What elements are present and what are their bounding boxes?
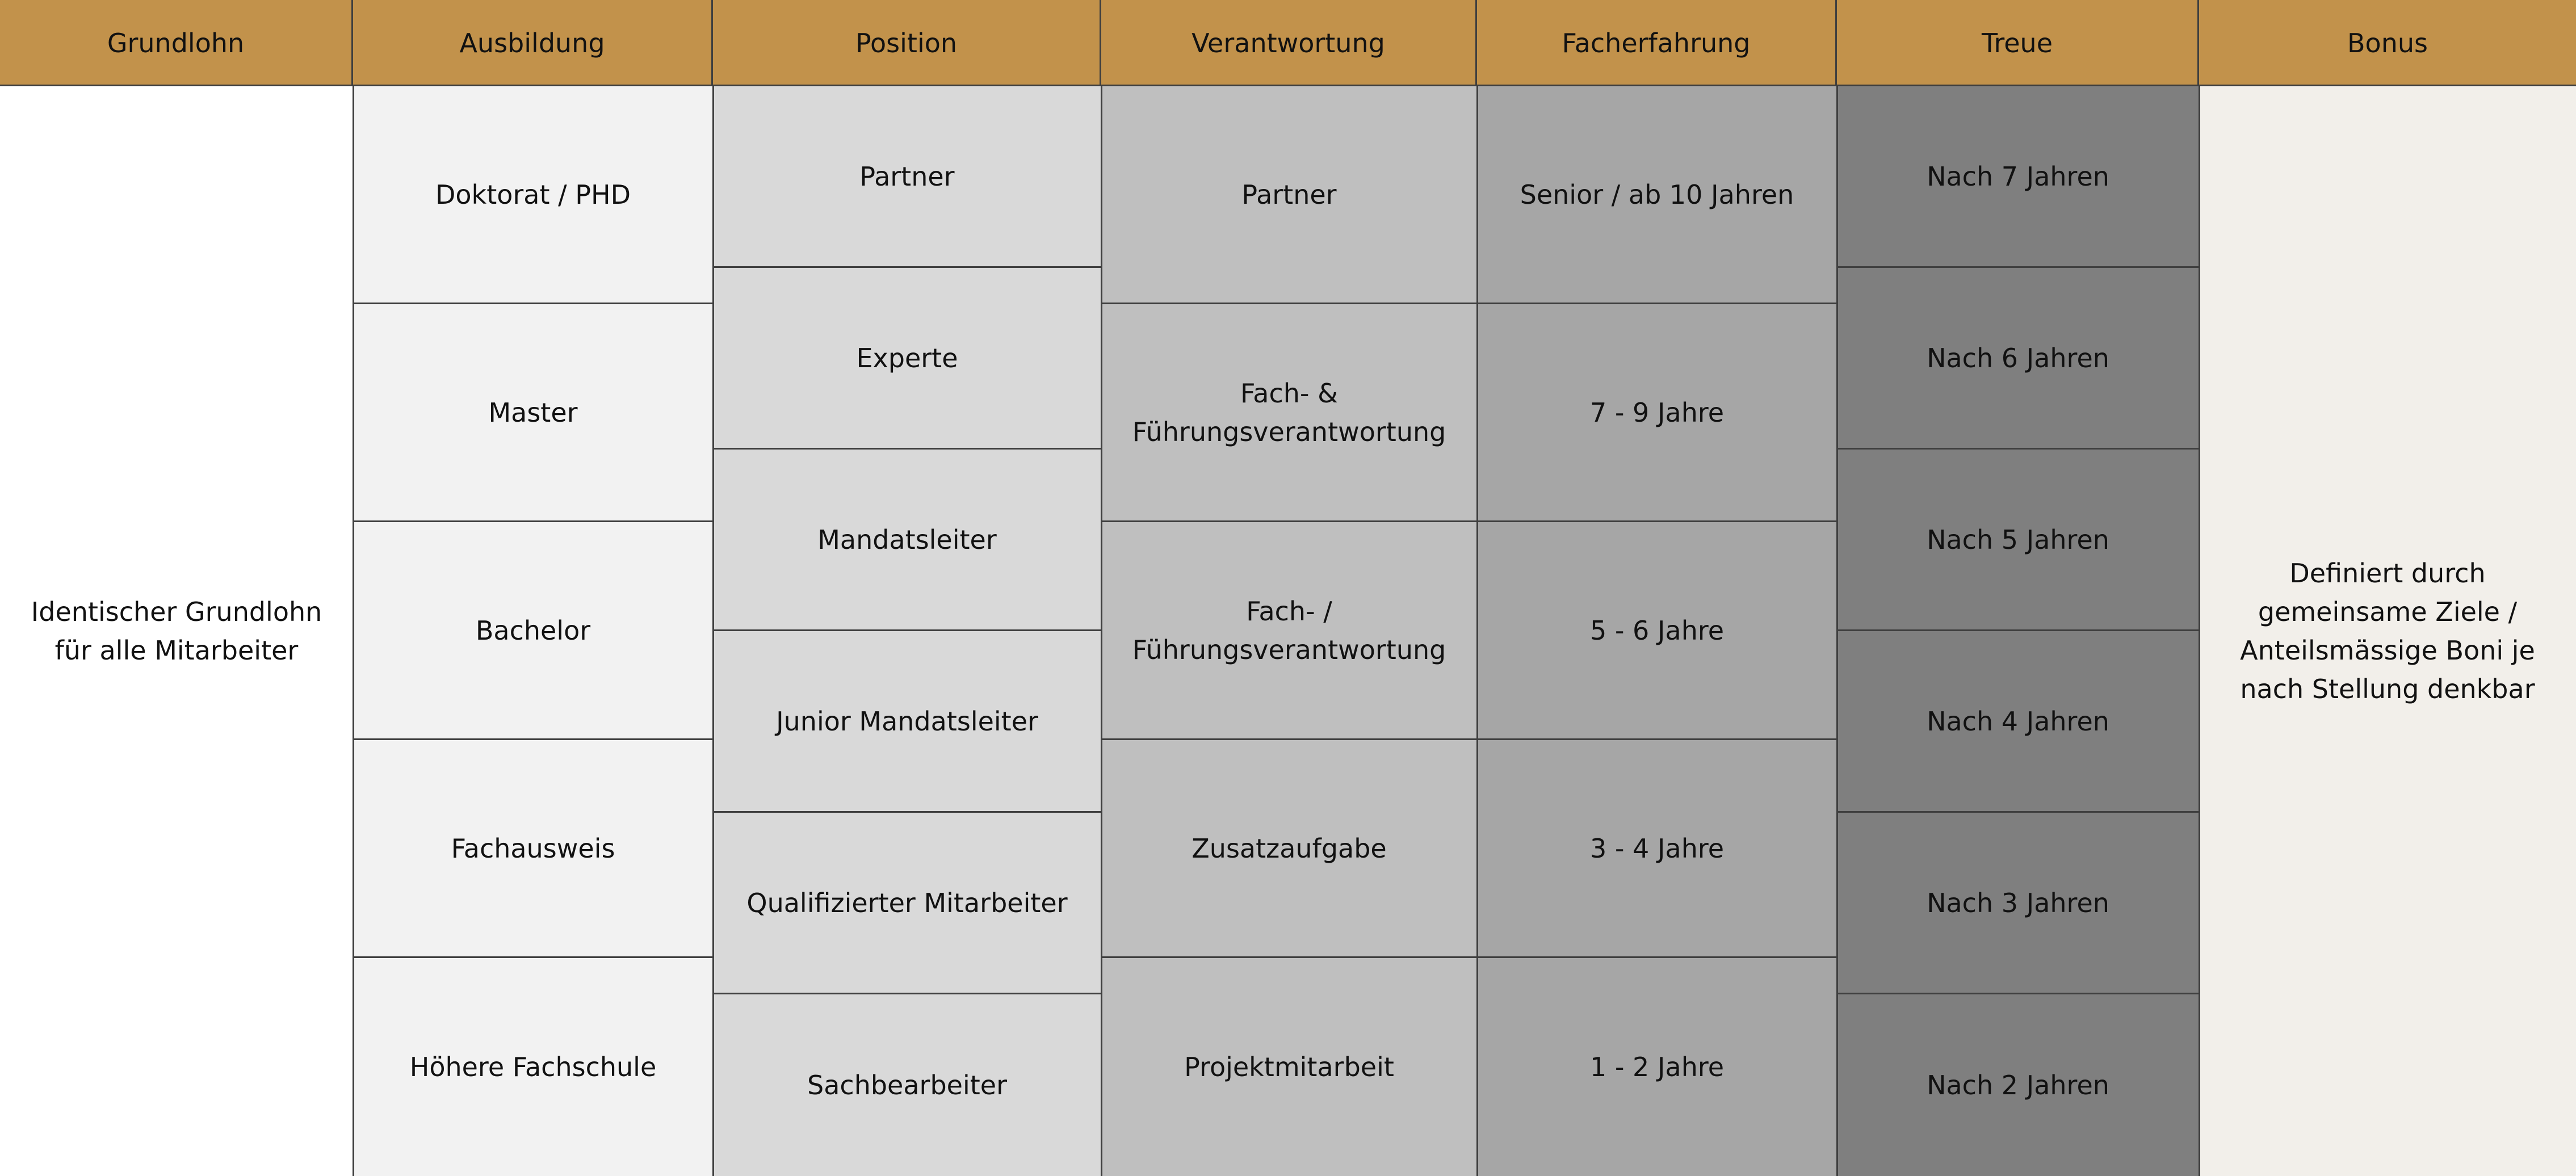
verantwortung-cell: Fach- & Führungsverantwortung: [1101, 304, 1477, 522]
grundlohn-text: Identischer Grundlohn für alle Mitarbeiter: [31, 597, 322, 666]
treue-cell: Nach 3 Jahren: [1837, 813, 2199, 994]
bonus-text: Definiert durch gemeinsame Ziele / Anteilsmässige Boni je nach Stellung denkbar: [2240, 558, 2535, 704]
facherfahrung-cell: 7 - 9 Jahre: [1477, 304, 1837, 522]
ausbildung-cell: Doktorat / PHD: [353, 86, 713, 304]
position-cell: Mandatsleiter: [713, 450, 1101, 631]
verantwortung-cell: Fach- / Führungsverantwortung: [1101, 522, 1477, 740]
treue-cell: Nach 7 Jahren: [1837, 86, 2199, 268]
ausbildung-cell: Bachelor: [353, 522, 713, 740]
position-cell: Experte: [713, 268, 1101, 450]
column-divider: [712, 86, 714, 1176]
ausbildung-cell: Fachausweis: [353, 740, 713, 958]
facherfahrung-cell: 5 - 6 Jahre: [1477, 522, 1837, 740]
column-divider: [1476, 86, 1478, 1176]
header-row: [0, 0, 2576, 86]
treue-cell: Nach 5 Jahren: [1837, 450, 2199, 631]
treue-cell: Nach 2 Jahren: [1927, 1070, 2109, 1101]
position-cell: Sachbearbeiter: [807, 1070, 1007, 1101]
treue-cell: Nach 4 Jahren: [1837, 631, 2199, 813]
column-divider: [353, 86, 354, 1176]
verantwortung-cell: Projektmitarbeit: [1184, 1052, 1394, 1082]
column-position: [713, 86, 1101, 1176]
position-cell: Partner: [713, 86, 1101, 268]
header-treue: Treue: [1837, 0, 2199, 86]
column-bonus: [2199, 86, 2576, 1176]
position-cell: Junior Mandatsleiter: [713, 631, 1101, 813]
facherfahrung-cell: 3 - 4 Jahre: [1477, 740, 1837, 958]
column-facherfahrung: [1477, 86, 1837, 1176]
facherfahrung-cell: Senior / ab 10 Jahren: [1477, 86, 1837, 304]
column-ausbildung: [353, 86, 713, 1176]
column-divider: [1101, 86, 1102, 1176]
column-grundlohn: [0, 86, 353, 1176]
treue-cell: Nach 6 Jahren: [1837, 268, 2199, 450]
header-verantwortung: Verantwortung: [1101, 0, 1477, 86]
header-grundlohn: Grundlohn: [0, 0, 353, 86]
position-cell: Qualifizierter Mitarbeiter: [713, 813, 1101, 994]
header-facherfahrung: Facherfahrung: [1477, 0, 1837, 86]
header-position: Position: [713, 0, 1101, 86]
column-divider: [1836, 86, 1838, 1176]
column-verantwortung: [1101, 86, 1477, 1176]
column-treue: [1837, 86, 2199, 1176]
header-bonus: Bonus: [2347, 28, 2428, 58]
verantwortung-cell: Partner: [1101, 86, 1477, 304]
facherfahrung-cell: 1 - 2 Jahre: [1589, 1052, 1725, 1082]
header-ausbildung: Ausbildung: [353, 0, 713, 86]
ausbildung-cell: Höhere Fachschule: [409, 1052, 657, 1082]
ausbildung-cell: Master: [353, 304, 713, 522]
verantwortung-cell: Zusatzaufgabe: [1101, 740, 1477, 958]
column-divider: [2199, 86, 2200, 1176]
